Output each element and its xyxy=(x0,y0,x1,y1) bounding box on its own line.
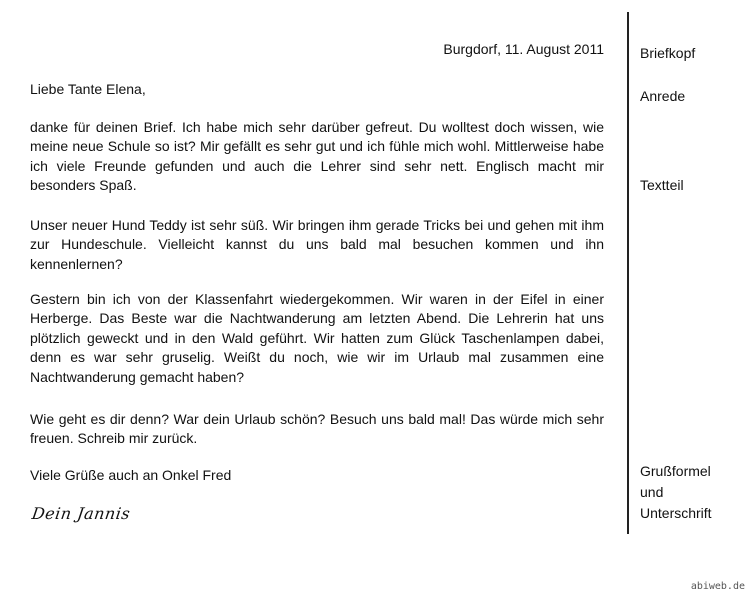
letter-signature: Dein Jannis xyxy=(30,504,132,523)
letter-paragraph-2: Unser neuer Hund Teddy ist sehr süß. Wir bringen ihm gerade Tricks bei und gehen mit ihm zur Hundeschule. Vielleicht kannst du uns bald mal besuchen kommen und ihn kennenlernen? xyxy=(30,217,604,272)
annotation-und: und xyxy=(640,484,664,500)
margin-divider xyxy=(627,12,629,534)
annotation-grussformel-unterschrift xyxy=(640,461,712,524)
watermark: abiweb.de xyxy=(690,581,745,592)
annotation-unterschrift: Unterschrift xyxy=(640,505,712,521)
letter-closing: Viele Grüße auch an Onkel Fred xyxy=(30,467,232,483)
letter-paragraph-4: Wie geht es dir denn? War dein Urlaub schön? Besuch uns bald mal! Das würde mich sehr freuen. Schreib mir zurück. xyxy=(30,411,604,447)
annotation-anrede: Anrede xyxy=(640,88,686,104)
letter-salutation: Liebe Tante Elena, xyxy=(30,81,146,97)
letter-paragraph-3: Gestern bin ich von der Klassenfahrt wiedergekommen. Wir waren in der Eifel in einer Herberge. Das Beste war die Nachtwanderung am letzten Abend. Die Lehrerin hat uns plötzlich geweckt und in den Wald geführt. Wir hatten zum Glück Taschenlampen dabei, denn es war sehr gruselig. Weißt du noch, wie wir im Urlaub mal zusammen eine Nachtwanderung gemacht haben? xyxy=(30,291,604,385)
annotation-grussformel: Grußformel xyxy=(640,463,711,479)
letter-date: Burgdorf, 11. August 2011 xyxy=(443,41,604,57)
letter xyxy=(30,0,604,600)
letter-paragraph-1: danke für deinen Brief. Ich habe mich sehr darüber gefreut. Du wolltest doch wissen, wie meine neue Schule so ist? Mir gefällt es sehr gut und ich fühle mich wohl. Mittlerweise habe ich viele Freunde gefunden und auch die Lehrer sind sehr nett. Englisch macht mir besonders Spaß. xyxy=(30,119,604,194)
annotation-textteil: Textteil xyxy=(640,177,684,193)
annotation-briefkopf: Briefkopf xyxy=(640,45,696,61)
